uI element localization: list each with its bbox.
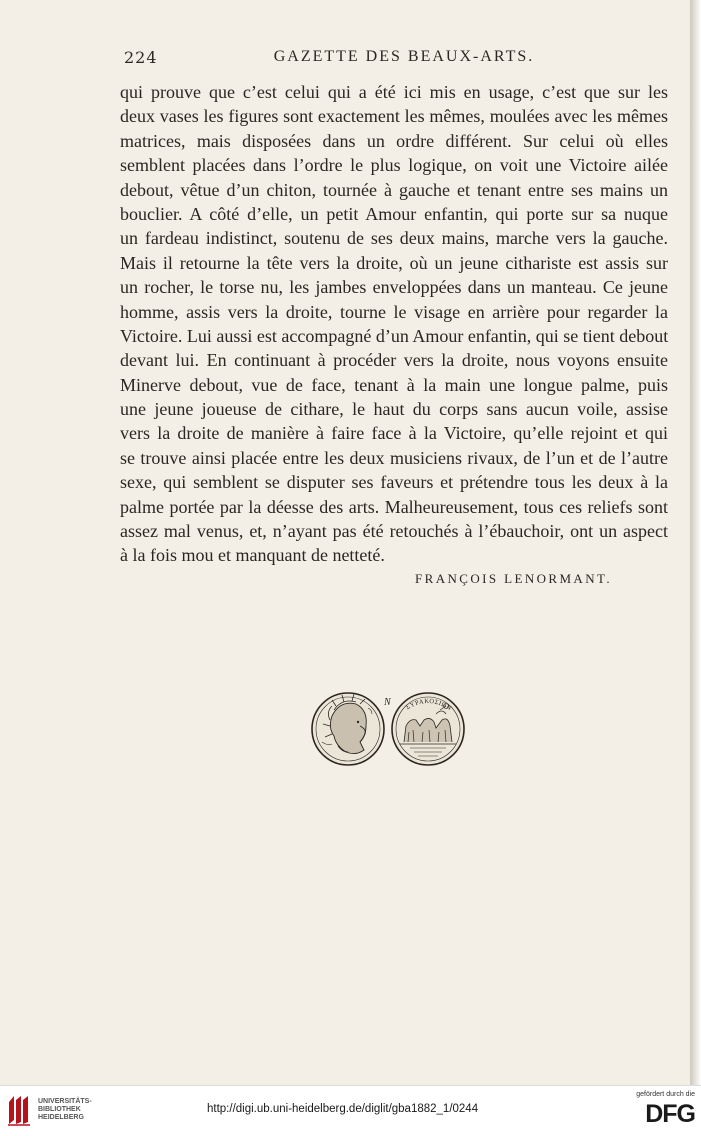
text-line: un rocher, le torse nu, les jambes enveloppées dans un manteau. Ce jeune (120, 277, 668, 298)
text-line: un fardeau indistinct, soutenu de ses deux mains, marche vers la gauche. (120, 228, 668, 249)
text-line: vers la droite de manière à faire face à la Victoire, qu’elle rejoint et qui (120, 423, 668, 444)
article-body (120, 80, 668, 568)
text-line: deux vases les figures sont exactement les mêmes, moulées avec les mêmes (120, 106, 668, 127)
permalink-url[interactable]: http://digi.ub.uni-heidelberg.de/diglit/gba1882_1/0244 (207, 1103, 479, 1115)
running-header (124, 46, 660, 70)
coin-mark: N (384, 697, 391, 708)
author-signature: FRANÇOIS LENORMANT. (415, 571, 613, 586)
text-line: à la fois mou et manquant de netteté. (120, 545, 385, 566)
text-line: Victoire. Lui aussi est accompagné d’un Amour enfantin, qui se tient debout (120, 325, 669, 346)
coin-illustration (310, 686, 470, 772)
library-name (38, 1098, 92, 1122)
text-line: matrices, mais disposées dans un ordre différent. Sur celui où elles (120, 130, 668, 151)
viewer-footer (0, 1085, 701, 1136)
library-name-line: BIBLIOTHEK (38, 1106, 81, 1113)
page-edge (690, 0, 701, 1085)
coin-reverse-quadriga (392, 693, 464, 765)
text-line: Minerve debout, vue de face, tenant à la main une longue palme, puis (120, 374, 668, 395)
text-line: Mais il retourne la tête vers la droite, où un jeune cithariste est assis sur (120, 252, 668, 273)
text-line: assez mal venus, et, n’ayant pas été retouchés à l’ébauchoir, ont un aspect (120, 521, 668, 542)
coin-inscription: ΣΥΡΑΚΟΣΙΩΝ (404, 697, 453, 713)
running-title: GAZETTE DES BEAUX-ARTS. (273, 48, 535, 65)
funded-by-label: gefördert durch die (636, 1091, 695, 1098)
text-line: se trouve ainsi placée entre les deux musiciens rivaux, de l’un et de l’autre (120, 447, 668, 468)
text-line: semblent placées dans l’ordre le plus logique, on voit une Victoire ailée (120, 155, 668, 176)
coin-obverse-head (312, 693, 384, 765)
university-library-logo-icon (6, 1094, 32, 1126)
library-name-line: UNIVERSITÄTS- (38, 1098, 92, 1105)
text-line: qui prouve que c’est celui qui a été ici mis en usage, c’est que sur les (120, 82, 668, 102)
text-line: homme, assis vers la droite, tourne le visage en arrière pour regarder la (120, 301, 668, 322)
text-line: bouclier. A côté d’elle, un petit Amour enfantin, qui porte sur sa nuque (120, 203, 668, 224)
library-name-line: HEIDELBERG (38, 1114, 84, 1121)
dfg-logo: DFG (645, 1100, 695, 1128)
text-line: une jeune joueuse de cithare, le haut du corps sans aucun voile, assise (120, 399, 668, 420)
page-number: 224 (124, 48, 158, 67)
text-line: devant lui. En continuant à procéder vers la droite, nous voyons ensuite (120, 350, 668, 371)
text-line: sexe, qui semblent se disputer ses faveurs et prétendre tous les deux à la (120, 472, 668, 493)
text-line: debout, vêtue d’un chiton, tournée à gauche et tenant entre ses mains un (120, 179, 668, 200)
text-line: palme portée par la déesse des arts. Malheureusement, tous ces reliefs sont (120, 496, 668, 517)
